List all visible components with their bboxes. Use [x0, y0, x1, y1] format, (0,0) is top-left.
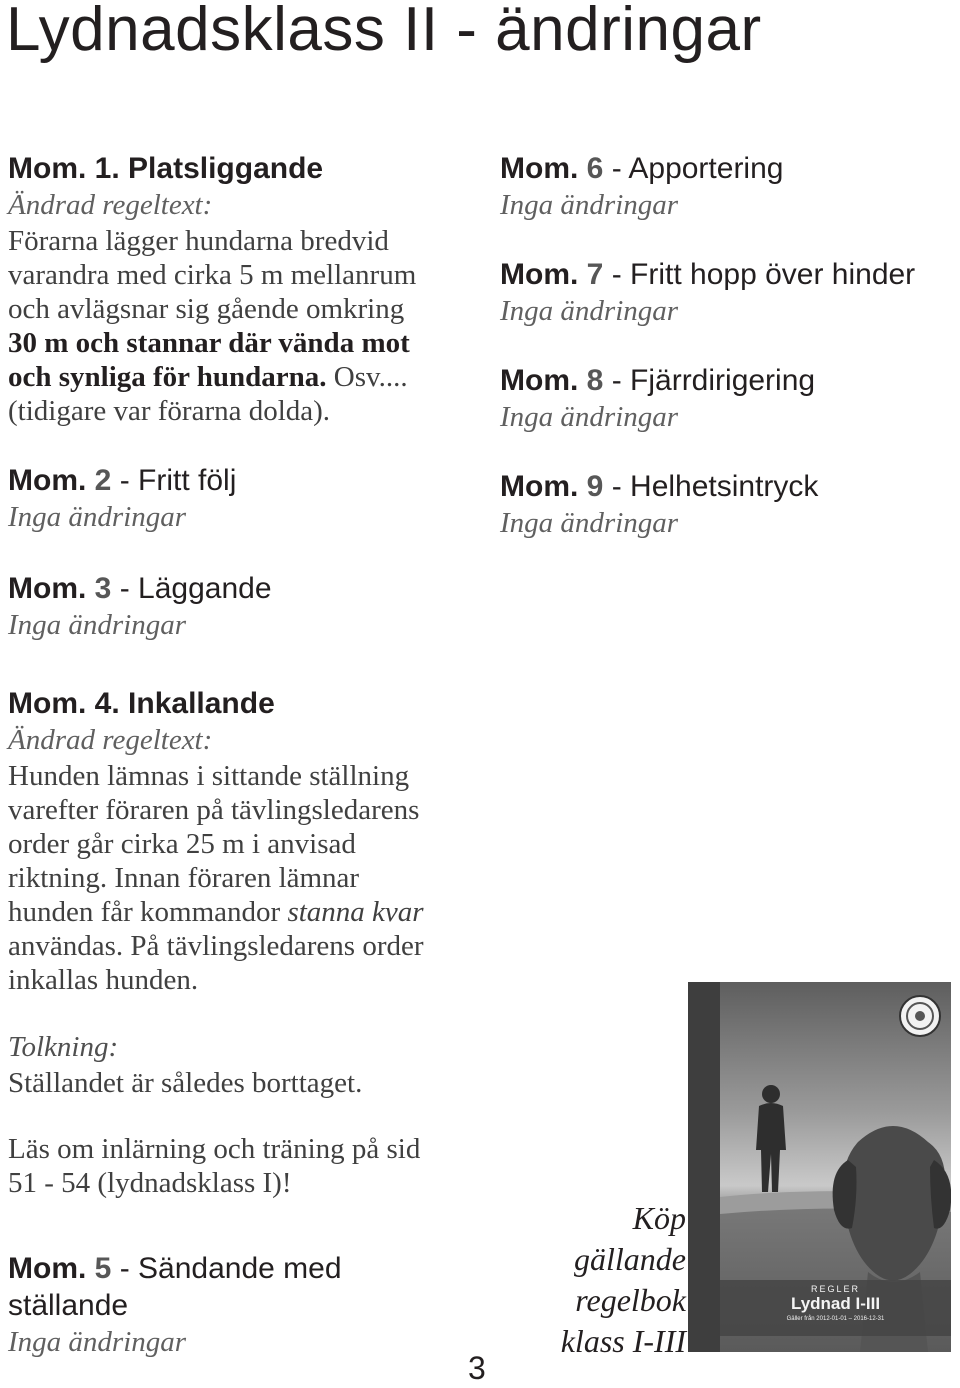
mom1-line: 30 m och stannar där vända mot: [8, 327, 410, 359]
left-column-top: [8, 150, 416, 644]
mom3-name: - Läggande: [119, 572, 272, 605]
mom3-prefix: Mom.: [8, 572, 87, 605]
book-caption: [530, 1198, 686, 1362]
mom8-number: 8: [586, 364, 604, 397]
mom4-section: [8, 685, 424, 1200]
mom7-heading: [500, 256, 915, 293]
mom4-line-part: hunden får kommandor: [8, 896, 281, 928]
mom1-line: Förarna lägger hundarna bredvid: [8, 225, 389, 257]
mom6-name: - Apportering: [611, 152, 784, 185]
mom1-number: 1.: [94, 152, 120, 185]
mom9-status: Inga ändringar: [500, 507, 679, 539]
mom5-heading: [8, 1250, 342, 1287]
mom1-label: Ändrad regeltext:: [8, 189, 213, 221]
mom1-line: och avlägsnar sig gående omkring: [8, 293, 405, 325]
mom6-status: Inga ändringar: [500, 189, 679, 221]
mom1-line: (tidigare var förarna dolda).: [8, 395, 331, 427]
mom4-interpretation-label: Tolkning:: [8, 1031, 119, 1063]
mom7-prefix: Mom.: [500, 258, 579, 291]
mom4-line: [8, 895, 424, 929]
mom5-name-line-2: ställande: [8, 1289, 129, 1322]
mom7-status: Inga ändringar: [500, 295, 679, 327]
mom9-number: 9: [586, 470, 604, 503]
page-number: 3: [468, 1350, 486, 1386]
mom3-status: Inga ändringar: [8, 609, 187, 641]
mom4-read-more-1: Läs om inlärning och träning på sid: [8, 1133, 421, 1165]
mom8-heading: [500, 362, 915, 399]
mom4-read-more-2: 51 - 54 (lydnadsklass I)!: [8, 1167, 292, 1199]
book-caption-line: Köp: [632, 1200, 686, 1236]
mom5-prefix: Mom.: [8, 1252, 87, 1285]
mom3-heading: [8, 570, 416, 607]
mom8-prefix: Mom.: [500, 364, 579, 397]
mom7-number: 7: [586, 258, 604, 291]
mom1-text: [8, 224, 416, 428]
mom5-status: Inga ändringar: [8, 1326, 187, 1358]
book-cover-kicker: REGLER: [810, 1284, 860, 1294]
right-column-top: [500, 150, 915, 542]
book-caption-line: klass I-III: [560, 1323, 686, 1359]
mom1-line-part: och synliga för hundarna.: [8, 361, 327, 393]
mom7-name: - Fritt hopp över hinder: [611, 258, 916, 291]
mom4-line-emphasis: stanna kvar: [287, 896, 424, 928]
mom5-section: [8, 1250, 342, 1361]
page-title: Lydnadsklass II - ändringar: [6, 0, 762, 64]
mom1-heading: [8, 150, 416, 187]
mom9-name: - Helhetsintryck: [611, 470, 819, 503]
mom1-name: Platsliggande: [128, 152, 324, 185]
mom2-section: [8, 462, 416, 536]
mom4-line: riktning. Innan föraren lämnar: [8, 862, 360, 894]
book-caption-line: regelbok: [575, 1282, 686, 1318]
mom5-name: - Sändande med: [119, 1252, 342, 1285]
mom4-line: användas. På tävlingsledarens order: [8, 930, 424, 962]
mom3-section: [8, 570, 416, 644]
book-cover-validity: Gäller från 2012-01-01 – 2016-12-31: [786, 1316, 885, 1322]
mom8-section: [500, 362, 915, 436]
mom4-number: 4.: [94, 687, 120, 720]
mom3-number: 3: [94, 572, 112, 605]
mom1-line: varandra med cirka 5 m mellanrum: [8, 259, 417, 291]
mom1-line-part: Osv....: [333, 361, 408, 393]
mom6-prefix: Mom.: [500, 152, 579, 185]
mom2-name: - Fritt följ: [119, 464, 237, 497]
mom4-name: Inkallande: [128, 687, 275, 720]
mom4-interpretation: Ställandet är således borttaget.: [8, 1067, 363, 1099]
book-cover-label: [720, 1280, 951, 1336]
mom6-heading: [500, 150, 915, 187]
mom4-line: varefter föraren på tävlingsledarens: [8, 794, 420, 826]
mom1-line: [8, 360, 416, 394]
mom1-prefix: Mom.: [8, 152, 87, 185]
mom2-prefix: Mom.: [8, 464, 87, 497]
mom7-section: [500, 256, 915, 330]
mom1-section: [8, 150, 416, 428]
mom4-text: [8, 759, 424, 997]
mom4-line: Hunden lämnas i sittande ställning: [8, 760, 410, 792]
mom9-heading: [500, 468, 915, 505]
mom8-status: Inga ändringar: [500, 401, 679, 433]
mom9-section: [500, 468, 915, 542]
mom6-section: [500, 150, 915, 224]
mom4-line: inkallas hunden.: [8, 964, 199, 996]
book-cover[interactable]: [688, 982, 951, 1352]
mom8-name: - Fjärrdirigering: [611, 364, 816, 397]
mom6-number: 6: [586, 152, 604, 185]
mom4-prefix: Mom.: [8, 687, 87, 720]
mom5-number: 5: [94, 1252, 112, 1285]
mom4-label: Ändrad regeltext:: [8, 724, 213, 756]
mom4-line: order går cirka 25 m i anvisad: [8, 828, 356, 860]
mom2-number: 2: [94, 464, 112, 497]
book-caption-line: gällande: [574, 1241, 686, 1277]
book-cover-title: Lydnad I-III: [790, 1294, 881, 1313]
mom2-heading: [8, 462, 416, 499]
mom4-heading: [8, 685, 424, 722]
mom9-prefix: Mom.: [500, 470, 579, 503]
mom2-status: Inga ändringar: [8, 501, 187, 533]
